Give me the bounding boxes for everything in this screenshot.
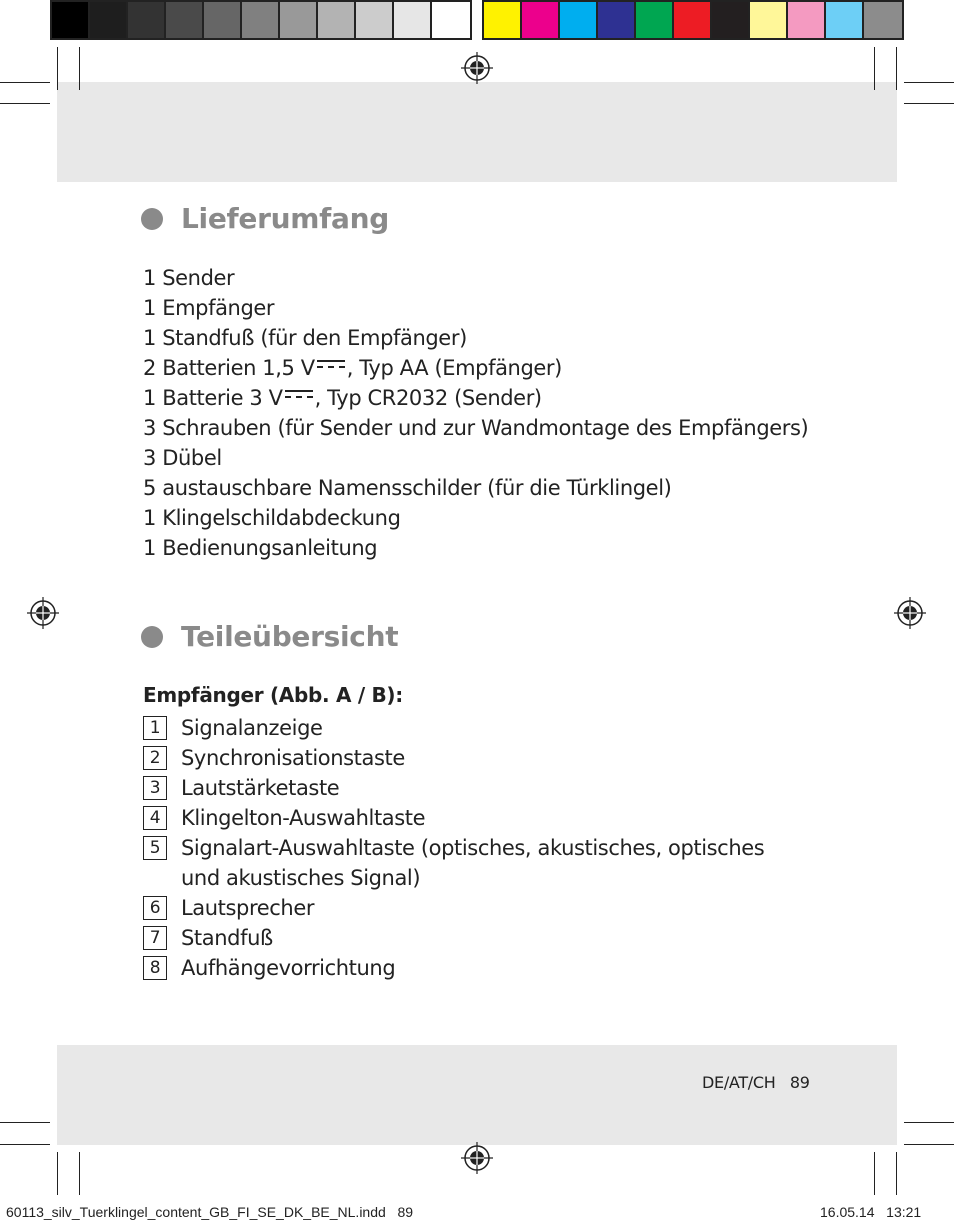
section-title: Teileübersicht (181, 620, 399, 653)
parts-list (143, 713, 783, 983)
color-swatch (788, 2, 826, 38)
dc-voltage-icon (317, 360, 345, 372)
part-item (143, 713, 783, 743)
bullet-icon (141, 208, 163, 230)
color-swatch (432, 2, 470, 38)
list-item: 1 Standfuß (für den Empfänger) (143, 326, 467, 350)
part-number: 8 (143, 956, 167, 980)
list-item (143, 353, 808, 383)
part-item (143, 803, 783, 833)
part-label: Lautsprecher (181, 896, 315, 920)
part-number: 4 (143, 806, 167, 830)
color-swatch (280, 2, 318, 38)
color-swatch (204, 2, 242, 38)
list-item: 1 Sender (143, 266, 235, 290)
crop-mark (896, 1152, 897, 1195)
crop-mark (904, 82, 954, 83)
part-label: Signalanzeige (181, 716, 323, 740)
item-text-before: 1 Batterie 3 V (143, 386, 283, 410)
color-swatch (674, 2, 712, 38)
crop-mark (896, 47, 897, 90)
part-item (143, 923, 783, 953)
color-swatch (356, 2, 394, 38)
crop-mark (57, 1152, 58, 1195)
crop-mark (0, 103, 50, 104)
color-swatch (750, 2, 788, 38)
crop-mark (874, 47, 875, 90)
color-swatch (598, 2, 636, 38)
header-band (57, 82, 897, 182)
item-text-after: , Typ AA (Empfänger) (346, 356, 562, 380)
item-text-before: 2 Batterien 1,5 V (143, 356, 315, 380)
slug-date: 16.05.14 13:21 (820, 1204, 922, 1220)
list-item: 1 Bedienungsanleitung (143, 536, 378, 560)
part-label: Standfuß (181, 926, 273, 950)
crop-mark (904, 1144, 954, 1145)
section-title: Lieferumfang (181, 202, 389, 235)
color-swatch (128, 2, 166, 38)
part-number: 1 (143, 716, 167, 740)
crop-mark (904, 103, 954, 104)
footer-band (57, 1045, 897, 1145)
list-item: 3 Dübel (143, 446, 222, 470)
part-number: 6 (143, 896, 167, 920)
dc-voltage-icon (285, 390, 313, 402)
part-item (143, 743, 783, 773)
part-label: Aufhängevorrichtung (181, 956, 396, 980)
registration-mark-icon (461, 1142, 493, 1174)
crop-mark (0, 82, 50, 83)
part-number: 5 (143, 836, 167, 860)
color-swatch (560, 2, 598, 38)
bullet-icon (141, 626, 163, 648)
color-swatch (394, 2, 432, 38)
list-item (143, 383, 808, 413)
registration-mark-icon (27, 597, 59, 629)
list-item: 1 Empfänger (143, 296, 275, 320)
slug-filename: 60113_silv_Tuerklingel_content_GB_FI_SE_DK_BE_NL.indd 89 (6, 1204, 414, 1220)
registration-mark-icon (894, 597, 926, 629)
part-number: 7 (143, 926, 167, 950)
crop-mark (79, 47, 80, 90)
color-swatch (712, 2, 750, 38)
part-item (143, 953, 783, 983)
color-swatch (484, 2, 522, 38)
color-swatch (52, 2, 90, 38)
color-swatch (826, 2, 864, 38)
part-number: 3 (143, 776, 167, 800)
color-swatch (166, 2, 204, 38)
crop-mark (0, 1144, 50, 1145)
receiver-subheading: Empfänger (Abb. A / B): (143, 683, 403, 707)
color-swatch (90, 2, 128, 38)
registration-mark-icon (461, 52, 493, 84)
crop-mark (0, 1122, 50, 1123)
color-swatch (864, 2, 902, 38)
section-heading-teileuebersicht (141, 620, 398, 653)
section-heading-lieferumfang (141, 202, 389, 235)
crop-mark (904, 1122, 954, 1123)
part-label: Lautstärketaste (181, 776, 340, 800)
page-number: DE/AT/CH 89 (702, 1073, 810, 1092)
part-number: 2 (143, 746, 167, 770)
part-item (143, 773, 783, 803)
list-item: 3 Schrauben (für Sender und zur Wandmontage des Empfängers) (143, 416, 809, 440)
part-item (143, 893, 783, 923)
grayscale-color-bar (50, 0, 472, 40)
crop-mark (79, 1152, 80, 1195)
part-label: Signalart-Auswahltaste (optisches, akustisches, optisches und akustisches Signal) (181, 836, 765, 890)
crop-mark (874, 1152, 875, 1195)
delivery-contents-list (143, 263, 808, 563)
list-item: 5 austauschbare Namensschilder (für die Türklingel) (143, 476, 672, 500)
color-swatch (522, 2, 560, 38)
crop-mark (57, 47, 58, 90)
part-label: Synchronisationstaste (181, 746, 405, 770)
part-label: Klingelton-Auswahltaste (181, 806, 426, 830)
item-text-after: , Typ CR2032 (Sender) (314, 386, 542, 410)
color-swatch (318, 2, 356, 38)
list-item: 1 Klingelschildabdeckung (143, 506, 401, 530)
color-swatch (636, 2, 674, 38)
process-color-bar (482, 0, 904, 40)
color-swatch (242, 2, 280, 38)
part-item (143, 833, 783, 893)
